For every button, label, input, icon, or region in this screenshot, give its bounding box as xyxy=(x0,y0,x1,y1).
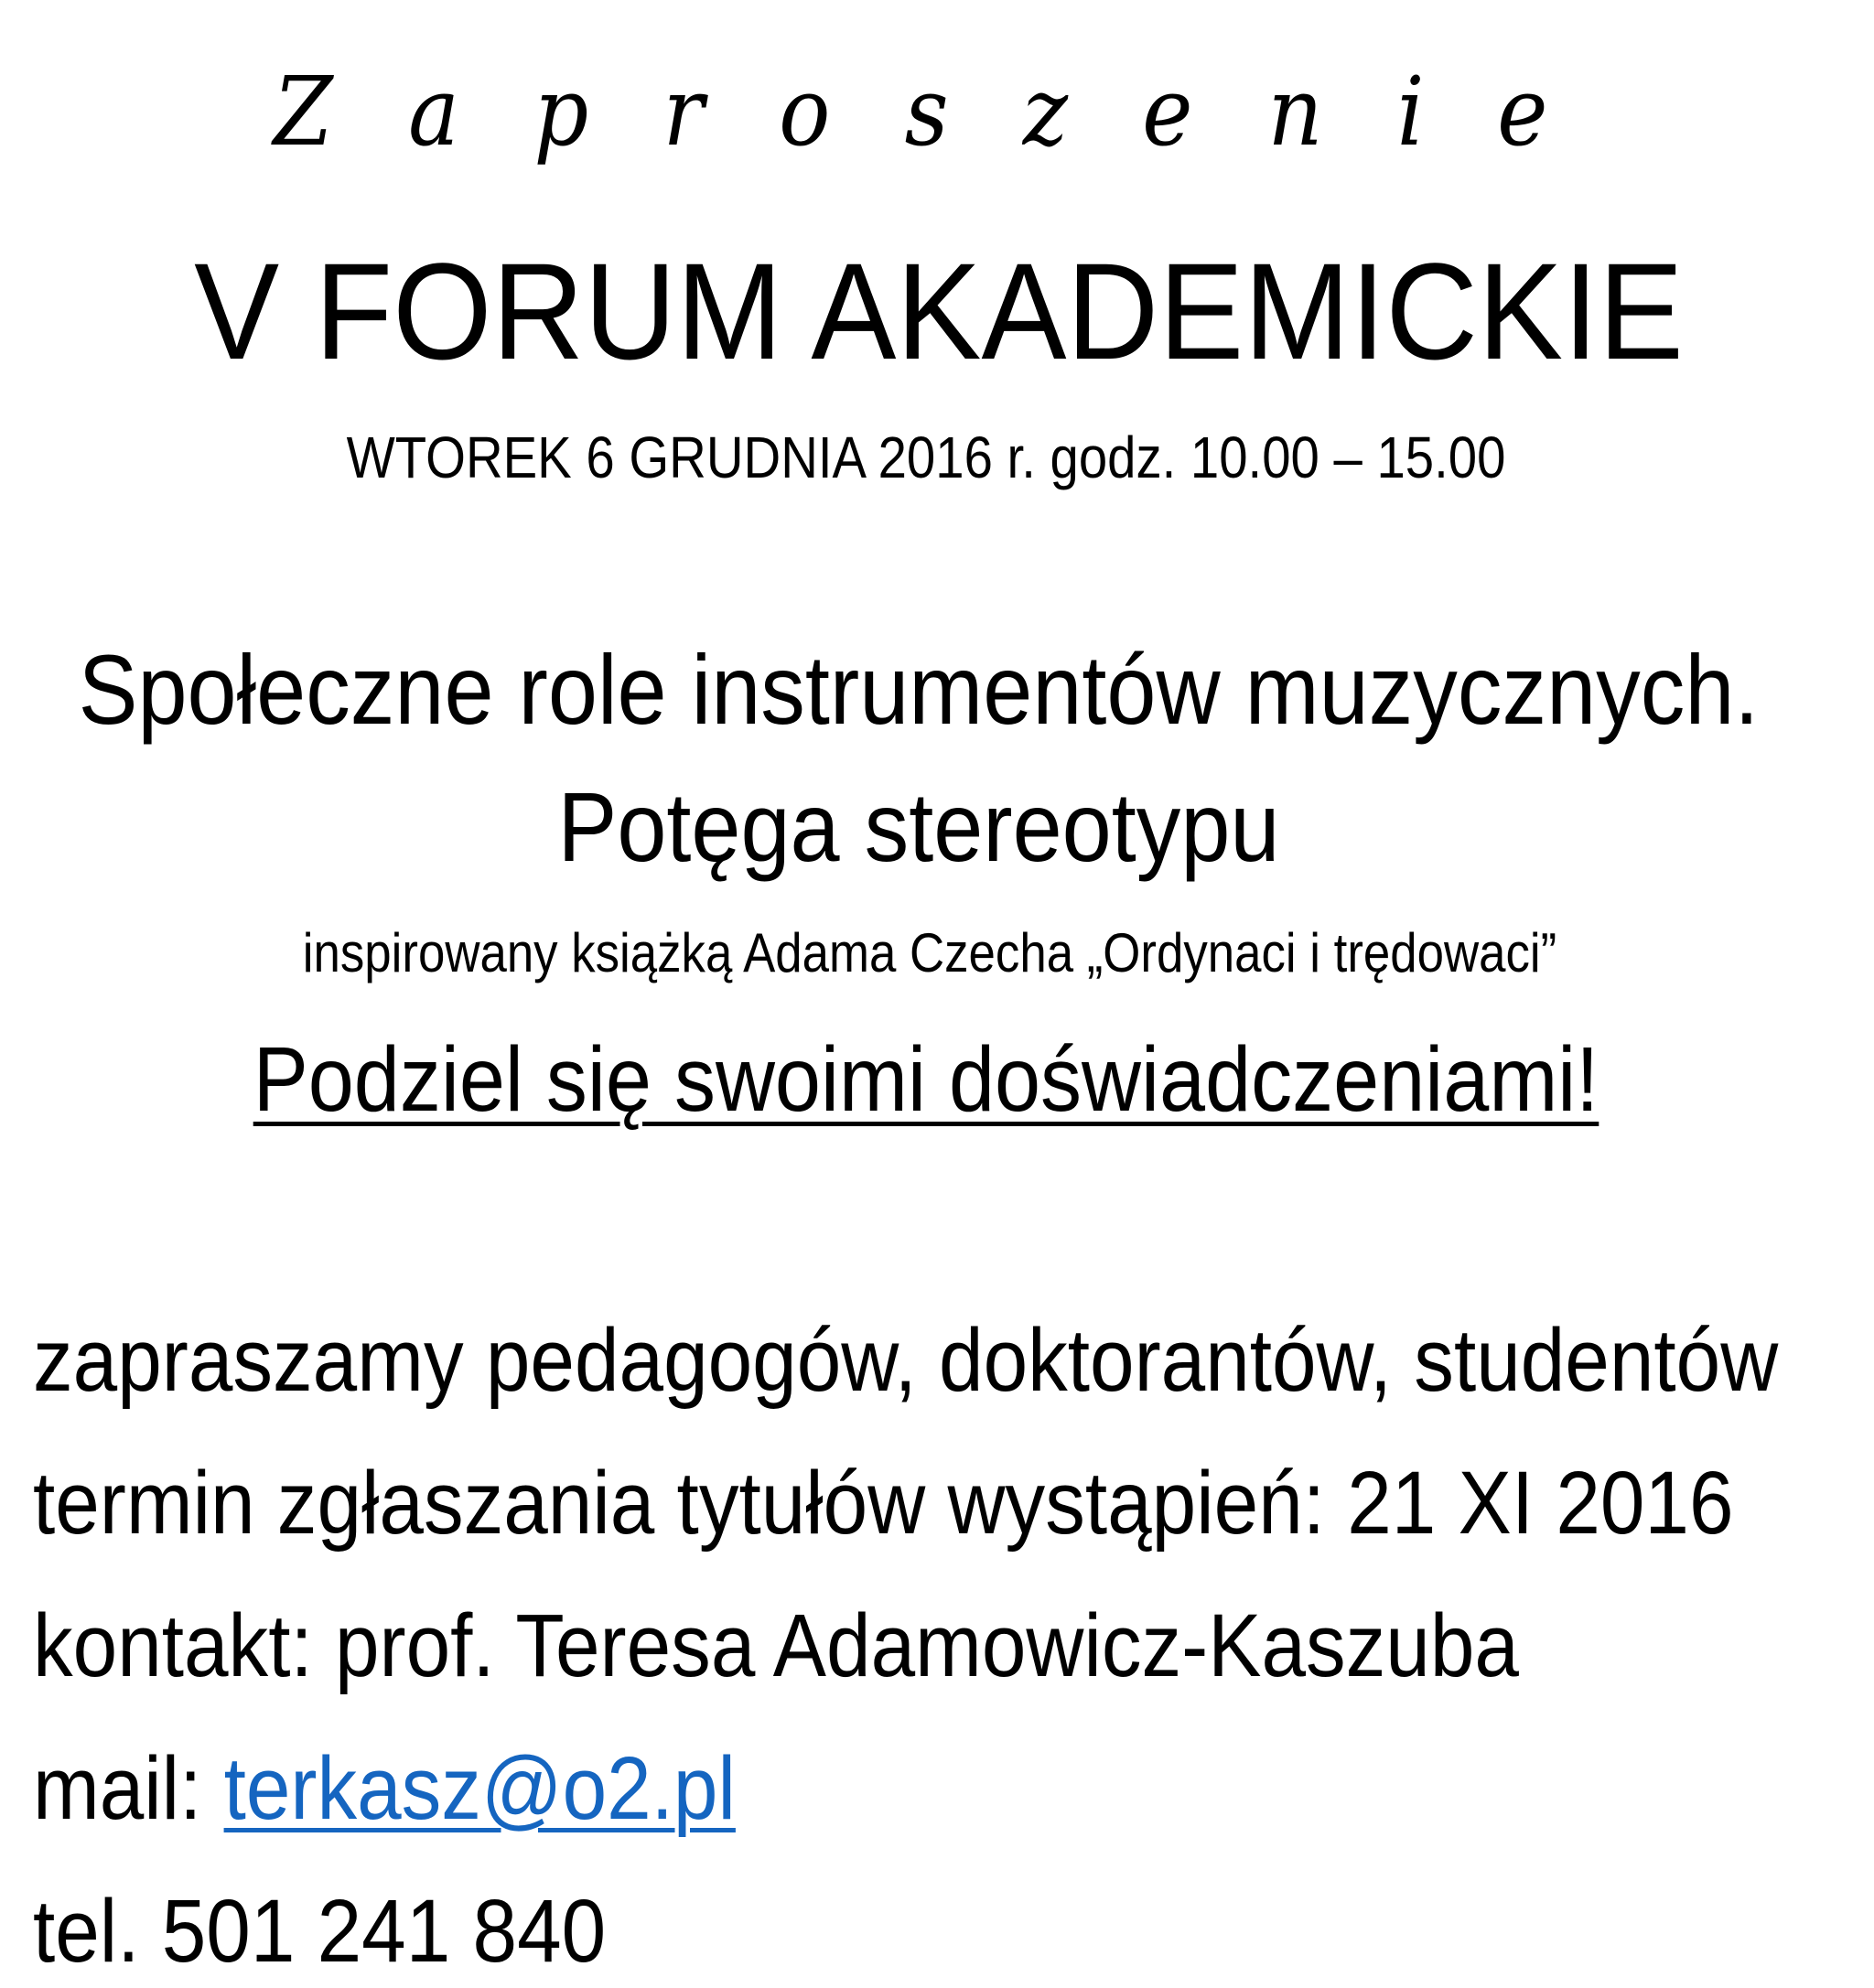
heading-letter: s xyxy=(904,56,949,167)
forum-title: V FORUM AKADEMICKIE xyxy=(194,234,1684,388)
heading-letter: Z xyxy=(273,56,333,167)
heading-letter: i xyxy=(1396,56,1425,167)
mail-line xyxy=(33,1738,736,1838)
heading-letter: e xyxy=(1142,56,1193,167)
heading-letter: n xyxy=(1267,56,1323,167)
invitation-heading xyxy=(270,48,1551,176)
heading-letter: o xyxy=(778,56,831,167)
event-date: WTOREK 6 GRUDNIA 2016 r. godz. 10.00 – 15.00 xyxy=(346,424,1506,490)
audience-line: zapraszamy pedagogów, doktorantów, studentów xyxy=(33,1310,1779,1410)
contact-line: kontakt: prof. Teresa Adamowicz-Kaszuba xyxy=(33,1596,1519,1695)
email-link[interactable]: terkasz@o2.pl xyxy=(223,1738,736,1838)
mail-label: mail: xyxy=(33,1738,224,1838)
call-to-action xyxy=(82,1028,1769,1131)
topic-line-1: Społeczne role instrumentów muzycznych. xyxy=(78,634,1760,745)
heading-letter: r xyxy=(662,56,705,167)
phone-line: tel. 501 241 840 xyxy=(33,1881,607,1981)
topic-line-2: Potęga stereotypu xyxy=(557,771,1280,882)
heading-letter: z xyxy=(1022,56,1068,167)
heading-letter: p xyxy=(533,56,589,167)
inspired-by-note: inspirowany książką Adama Czecha „Ordynaci i trędowaci” xyxy=(302,922,1557,983)
deadline-line: termin zgłaszania tytułów wystąpień: 21 XI 2016 xyxy=(33,1453,1734,1553)
heading-letter: a xyxy=(407,56,459,167)
heading-letter: e xyxy=(1497,56,1548,167)
call-to-action-text: Podziel się swoimi doświadczeniami! xyxy=(253,1028,1599,1131)
